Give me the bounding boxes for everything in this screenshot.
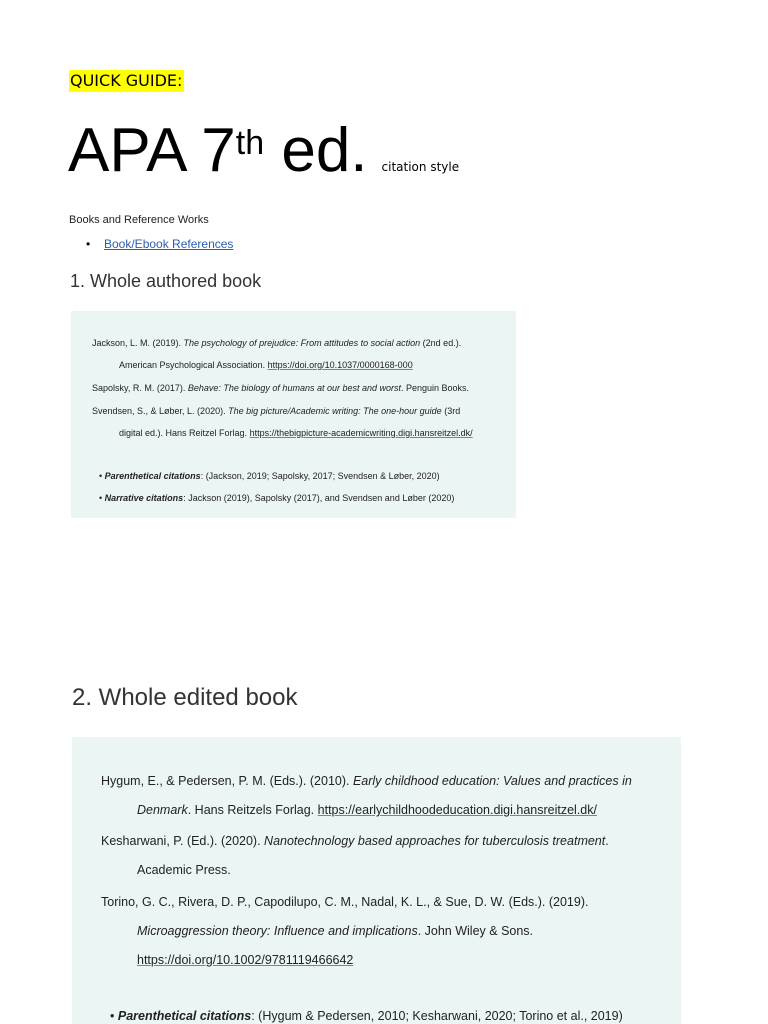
quick-guide-label: QUICK GUIDE: xyxy=(70,71,183,90)
reference-torino-cont: Microaggression theory: Influence and implications. John Wiley & Sons. xyxy=(137,924,534,938)
reference-hygum: Hygum, E., & Pedersen, P. M. (Eds.). (2010). Early childhood education: Values and practices in xyxy=(101,774,632,788)
section-2-heading: 2. Whole edited book xyxy=(72,684,298,711)
section-2-example-box xyxy=(72,737,681,1024)
jackson-doi-link[interactable]: https://doi.org/10.1037/0000168-000 xyxy=(267,360,413,370)
reference-kesharwani: Kesharwani, P. (Ed.). (2020). Nanotechnology based approaches for tuberculosis treatment. xyxy=(101,834,609,848)
torino-doi-link[interactable]: https://doi.org/10.1002/9781119466642 xyxy=(137,953,354,967)
narrative-citations-note: • Narrative citations: Jackson (2019), Sapolsky (2017), and Svendsen and Løber (2020) xyxy=(99,493,455,503)
book-ebook-references-link[interactable]: • Book/Ebook References xyxy=(86,237,233,251)
reference-jackson: Jackson, L. M. (2019). The psychology of prejudice: From attitudes to social action (2nd ed.). xyxy=(92,338,462,348)
hygum-url-link[interactable]: https://earlychildhoodeducation.digi.hansreitzel.dk/ xyxy=(317,803,597,817)
svendsen-url-link[interactable]: https://thebigpicture-academicwriting.digi.hansreitzel.dk/ xyxy=(249,428,473,438)
reference-torino: Torino, G. C., Rivera, D. P., Capodilupo, C. M., Nadal, K. L., & Sue, D. W. (Eds.). (2019). xyxy=(101,895,589,909)
title-main: APA 7 xyxy=(68,116,236,185)
reference-sapolsky: Sapolsky, R. M. (2017). Behave: The biology of humans at our best and worst. Penguin Books. xyxy=(92,383,470,393)
section-1-example-box xyxy=(71,311,516,518)
section-1-heading: 1. Whole authored book xyxy=(70,271,262,291)
title-superscript: th xyxy=(235,124,265,162)
page-title xyxy=(68,108,459,210)
parenthetical-citations-note: • Parenthetical citations: (Jackson, 2019; Sapolsky, 2017; Svendsen & Løber, 2020) xyxy=(99,471,440,481)
title-end: ed. xyxy=(264,116,368,185)
reference-kesharwani-cont: Academic Press. xyxy=(137,863,231,877)
reference-svendsen: Svendsen, S., & Løber, L. (2020). The big picture/Academic writing: The one-hour guide (3rd xyxy=(92,406,461,416)
reference-svendsen-cont: digital ed.). Hans Reitzel Forlag. https://thebigpicture-academicwriting.digi.hansreitzel.dk/ xyxy=(119,428,473,438)
reference-jackson-cont: American Psychological Association. https://doi.org/10.1037/0000168-000 xyxy=(119,360,413,370)
link-list xyxy=(86,237,233,251)
reference-hygum-cont: Denmark. Hans Reitzels Forlag. https://earlychildhoodeducation.digi.hansreitzel.dk/ xyxy=(137,803,597,817)
reference-torino-doi xyxy=(137,953,353,967)
parenthetical-citations-note-2: • Parenthetical citations: (Hygum & Pedersen, 2010; Kesharwani, 2020; Torino et al., 2019) xyxy=(110,1009,623,1023)
title-subtitle: citation style xyxy=(381,160,460,174)
section-label: Books and Reference Works xyxy=(69,214,209,226)
